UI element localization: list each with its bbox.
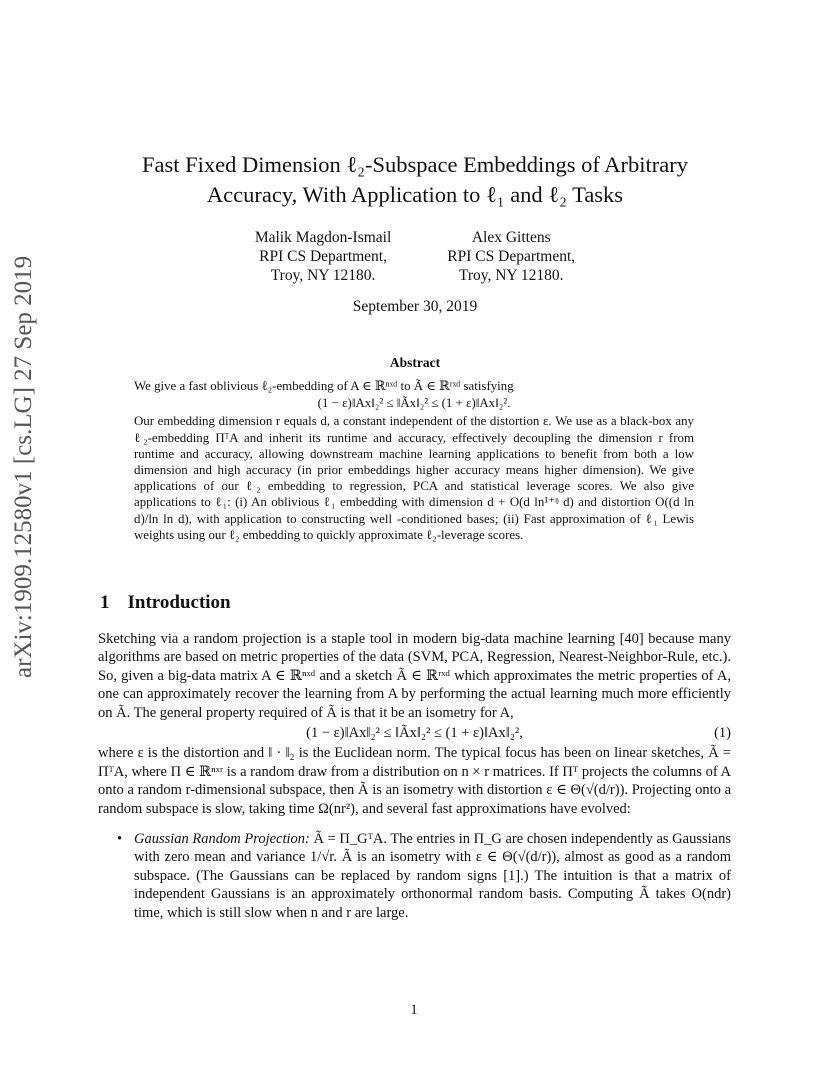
page-number: 1 <box>410 1002 418 1018</box>
section-title: Introduction <box>127 592 231 613</box>
abstract-equation: (1 − ε)‖Ax‖₂² ≤ ‖Ãx‖₂² ≤ (1 + ε)‖Ax‖₂². <box>317 396 511 411</box>
bullet-icon: • <box>117 831 123 848</box>
author-address: Troy, NY 12180. <box>458 267 564 284</box>
author-department: RPI CS Department, <box>259 248 387 265</box>
display-equation <box>98 724 731 742</box>
abstract-body: Our embedding dimension r equals d, a constant independent of the distortion ε. We use as a black-box any ℓ₂-embedding ΠᵀA and inherit its runtime and accuracy, effectively decoupling the dimension r from runtime and accuracy, allowing downstream machine learning applications to benefit from both a low dimension and high accuracy (in prior embeddings higher accuracy means higher dimension). We give applications of our ℓ₂ embedding to regression, PCA and statistical leverage scores. We also give applications to ℓ₁: (i) An oblivious ℓ₁ embedding with dimension d + O(d ln¹⁺ᵑ d) and distortion O((d ln d)/ln ln d), with application to constructing well -conditioned bases; (ii) Fast approximation of ℓ₁ Lewis weights using our ℓ₂ embedding to quickly approximate ℓ₂-leverage scores. <box>134 414 694 542</box>
author-1 <box>255 228 391 285</box>
section-number: 1 <box>100 592 110 613</box>
section-body <box>98 630 731 922</box>
author-address: Troy, NY 12180. <box>270 267 376 284</box>
abstract-heading: Abstract <box>389 355 441 370</box>
author-name: Alex Gittens <box>471 229 551 246</box>
author-name: Malik Magdon-Ismail <box>254 229 392 246</box>
title-line-2: Accuracy, With Application to ℓ₁ and ℓ₂ Tasks <box>206 182 624 207</box>
paper-date: September 30, 2019 <box>352 298 478 315</box>
title-line-1: Fast Fixed Dimension ℓ₂-Subspace Embeddings of Arbitrary <box>141 152 689 177</box>
author-department: RPI CS Department, <box>447 248 576 265</box>
author-2 <box>447 228 575 285</box>
bullet-text: Ã = Π_GᵀA. The entries in Π_G are chosen independently as Gaussians with zero mean and variance 1/√r. Ã is an isometry with ε ∈ Θ(√(d/r)), almost as good as a random subspace. (The Gaussians can be replaced by random signs [1].) The intuition is that a matrix of independent Gaussians is an approximately orthonormal random basis. Computing Ã takes O(ndr) time, which is still slow when n and r are large. <box>134 831 731 921</box>
author-block <box>100 228 730 285</box>
bullet-list <box>98 830 731 922</box>
equation-content: (1 − ε)‖Ax‖₂² ≤ ‖Ãx‖₂² ≤ (1 + ε)‖Ax‖₂², <box>306 725 523 742</box>
abstract <box>134 378 694 543</box>
section-heading <box>100 592 231 614</box>
paper-title <box>100 150 730 210</box>
paragraph: where ε is the distortion and ‖ · ‖₂ is the Euclidean norm. The typical focus has been on linear sketches, Ã = ΠᵀA, where Π ∈ ℝⁿˣʳ is a random draw from a distribution on n × r matrices. If Πᵀ projects the columns of A onto a random r-dimensional subspace, then Ã is an isometry with distortion ε ∈ Θ(√(d/r)). Projecting onto a random subspace is slow, taking time Ω(nr²), and several fast approximations have evolved: <box>98 745 731 817</box>
abstract-intro: We give a fast oblivious ℓ₂-embedding of A ∈ ℝⁿˣᵈ to Ã ∈ ℝʳˣᵈ satisfying <box>134 379 514 393</box>
paragraph: Sketching via a random projection is a staple tool in modern big-data machine learning [40] because many algorithms are based on metric properties of the data (SVM, PCA, Regression, Nearest-Neighbor-Rule, etc.). So, given a big-data matrix A ∈ ℝⁿˣᵈ and a sketch Ã ∈ ℝʳˣᵈ which approximates the metric properties of A, one can approximately recover the learning from A by performing the actual learning much more efficiently on Ã. The general property required of Ã is that it be an isometry for A, <box>98 631 731 721</box>
list-item <box>98 830 731 922</box>
arxiv-identifier: arXiv:1909.12580v1 [cs.LG] 27 Sep 2019 <box>10 255 37 678</box>
equation-number: (1) <box>714 725 731 742</box>
bullet-lead: Gaussian Random Projection: <box>134 831 310 848</box>
